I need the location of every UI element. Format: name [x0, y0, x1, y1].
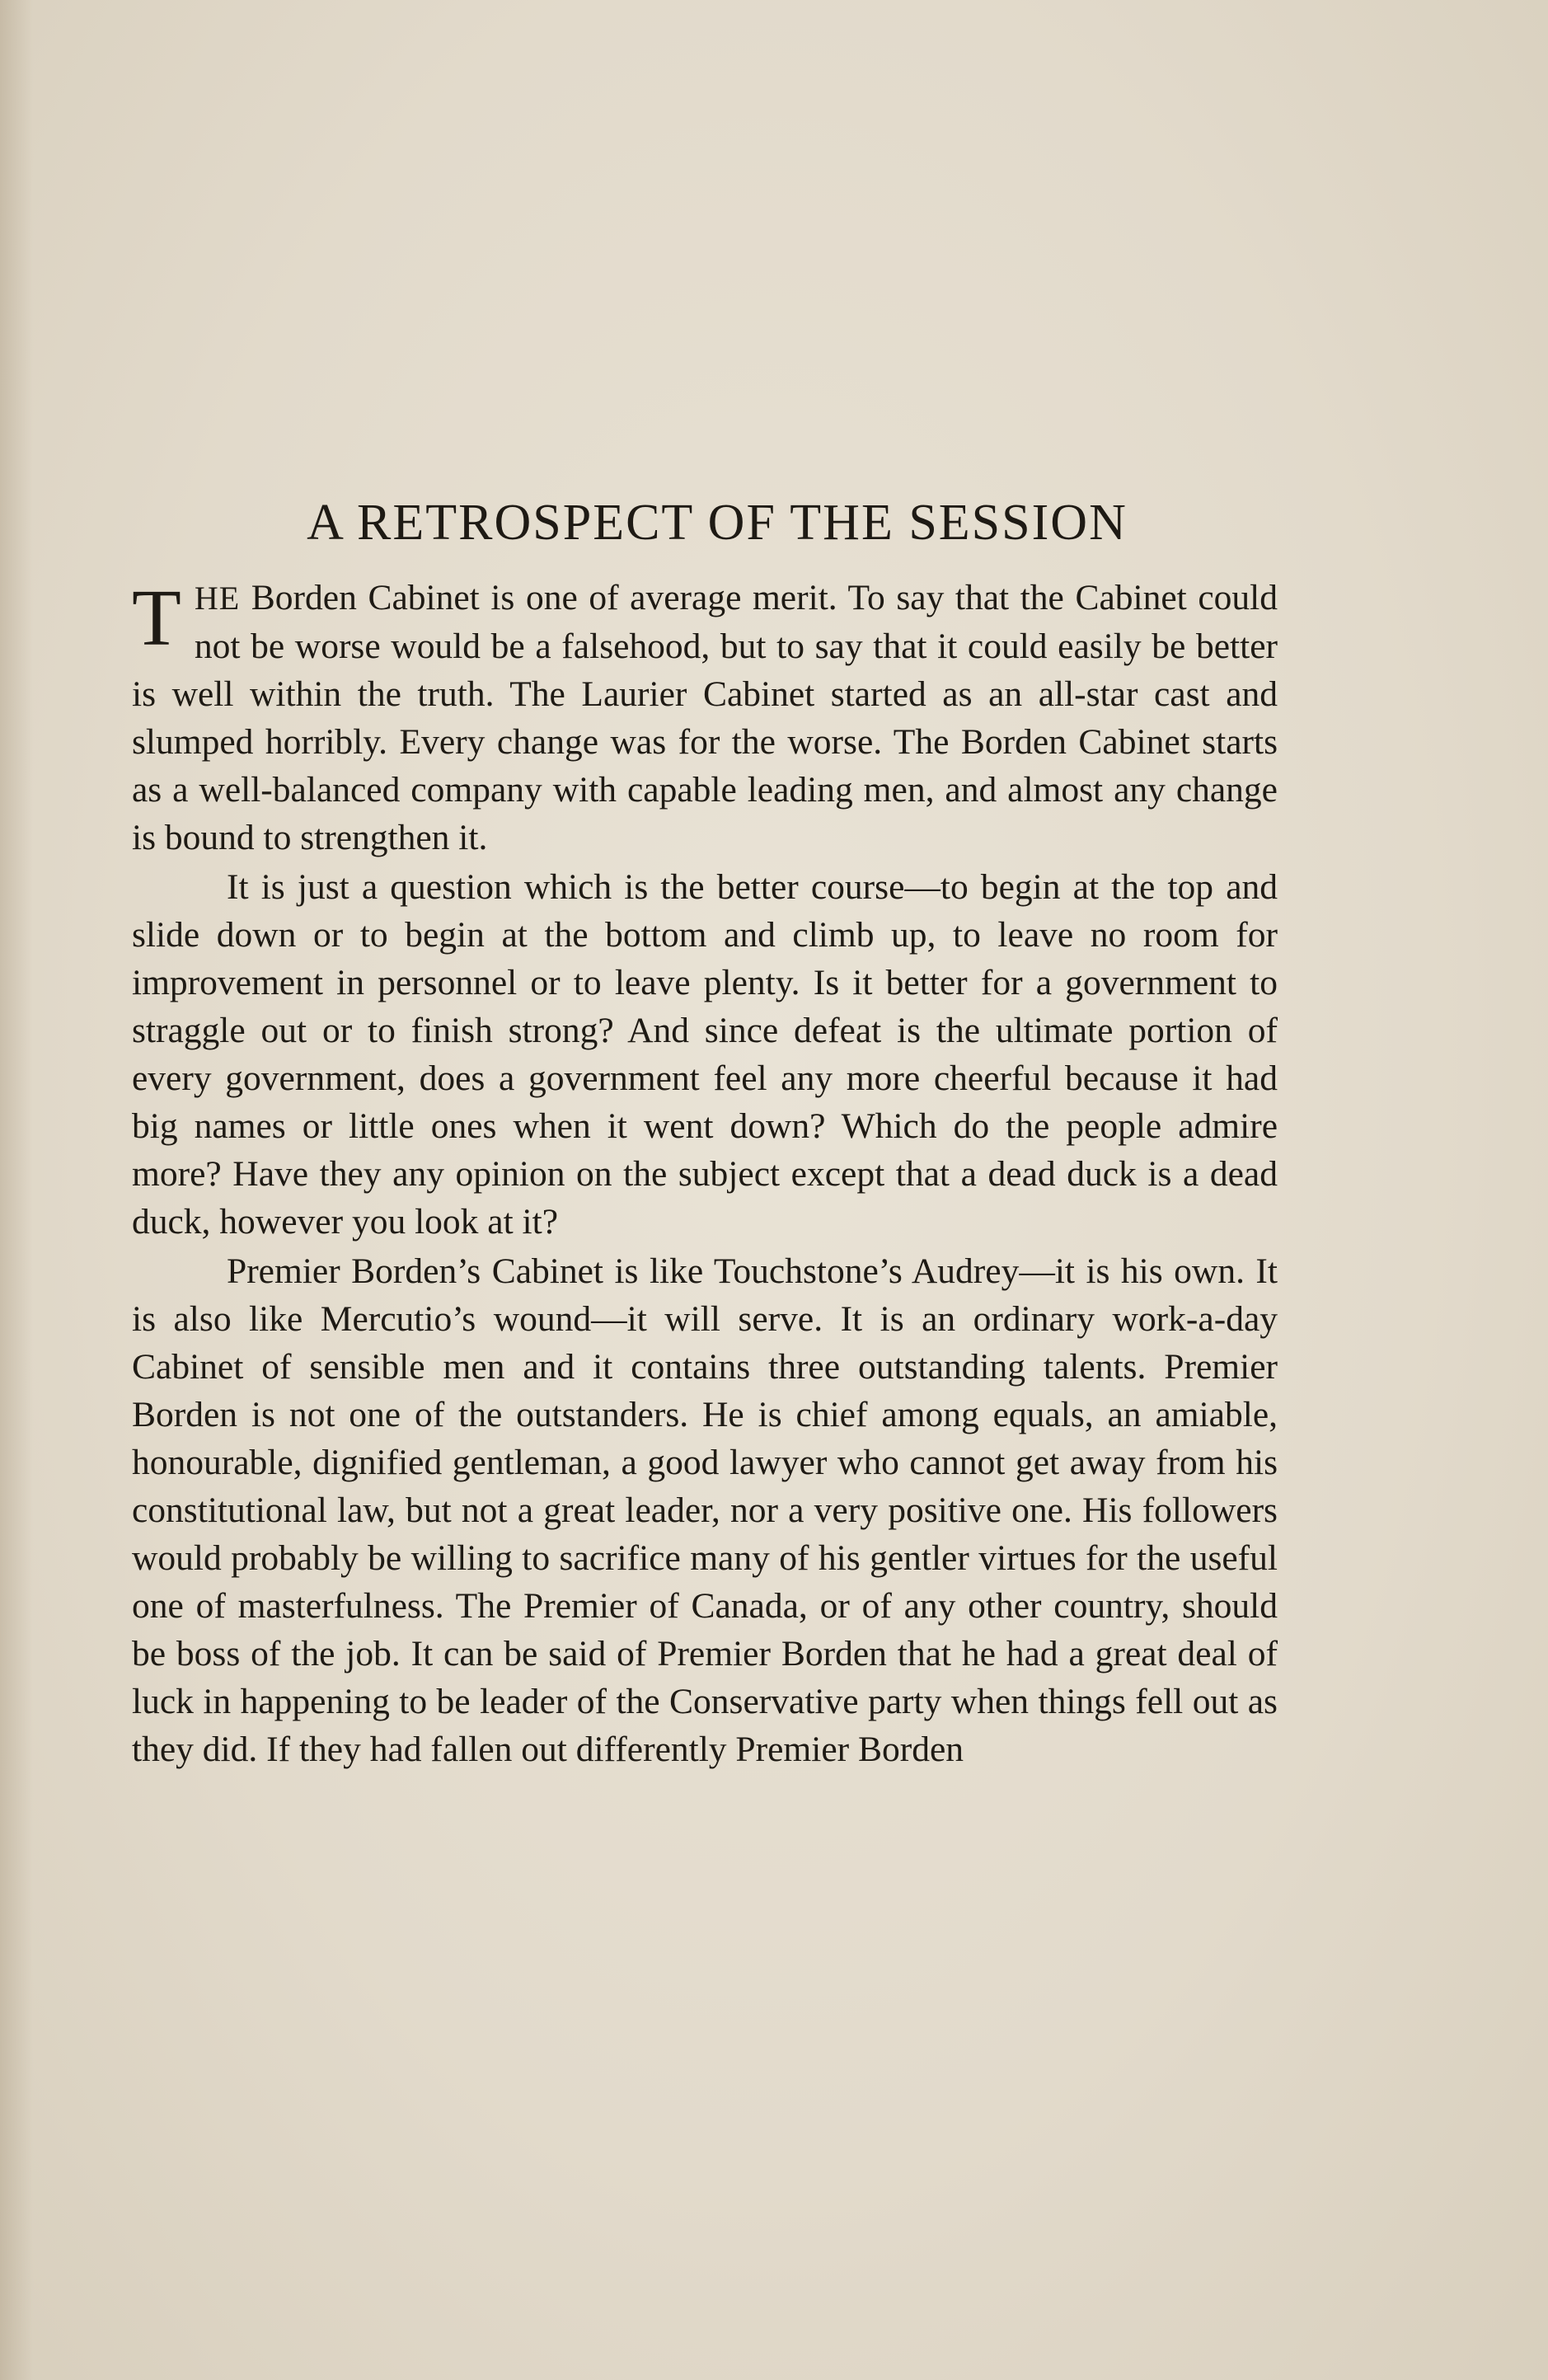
article-title: A RETROSPECT OF THE SESSION [307, 495, 1128, 551]
paragraph-2: It is just a question which is the better course—to begin at the top and slide down or to begin at the bottom and climb up, to leave no room for improvement in personnel or to leave plenty. Is it better for a government to straggle out or to finish strong? And since defeat is the ultimate portion of every government, does a government feel any more cheerful because it had big names or little ones when it went down? Which do the people admire more? Have they any opinion on the subject except that a dead duck is a dead duck, however you look at it? [132, 867, 1278, 1242]
article [132, 495, 1278, 1773]
drop-cap: T [132, 574, 181, 664]
spine-shadow [0, 0, 33, 2380]
lead-caps: HE [194, 580, 241, 617]
paragraph-3: Premier Borden’s Cabinet is like Touchstone’s Audrey—it is his own. It is also like Mercutio’s wound—it will serve. It is an ordinary work-a-day Cabinet of sensible men and it contains three outstanding talents. Premier Borden is not one of the outstanders. He is chief among equals, an amiable, honourable, dignified gentleman, a good lawyer who cannot get away from his constitutional law, but not a great leader, nor a very positive one. His followers would probably be willing to sacrifice many of his gentler virtues for the useful one of masterfulness. The Premier of Canada, or of any other country, should be boss of the job. It can be said of Premier Borden that he had a great deal of luck in happening to be leader of the Conservative party when things fell out as they did. If they had fallen out differently Premier Borden [132, 1251, 1278, 1770]
paragraph-1-text: Borden Cabinet is one of average merit. To say that the Cabinet could not be worse would be a falsehood, but to say that it could easily be better is well within the truth. The Laurier Cabinet started as an all-star cast and slumped horribly. Every change was for the worse. The Borden Cabinet starts as a well-balanced company with capable leading men, and almost any change is bound to strengthen it. [132, 578, 1278, 858]
paragraph-1 [132, 574, 1278, 861]
